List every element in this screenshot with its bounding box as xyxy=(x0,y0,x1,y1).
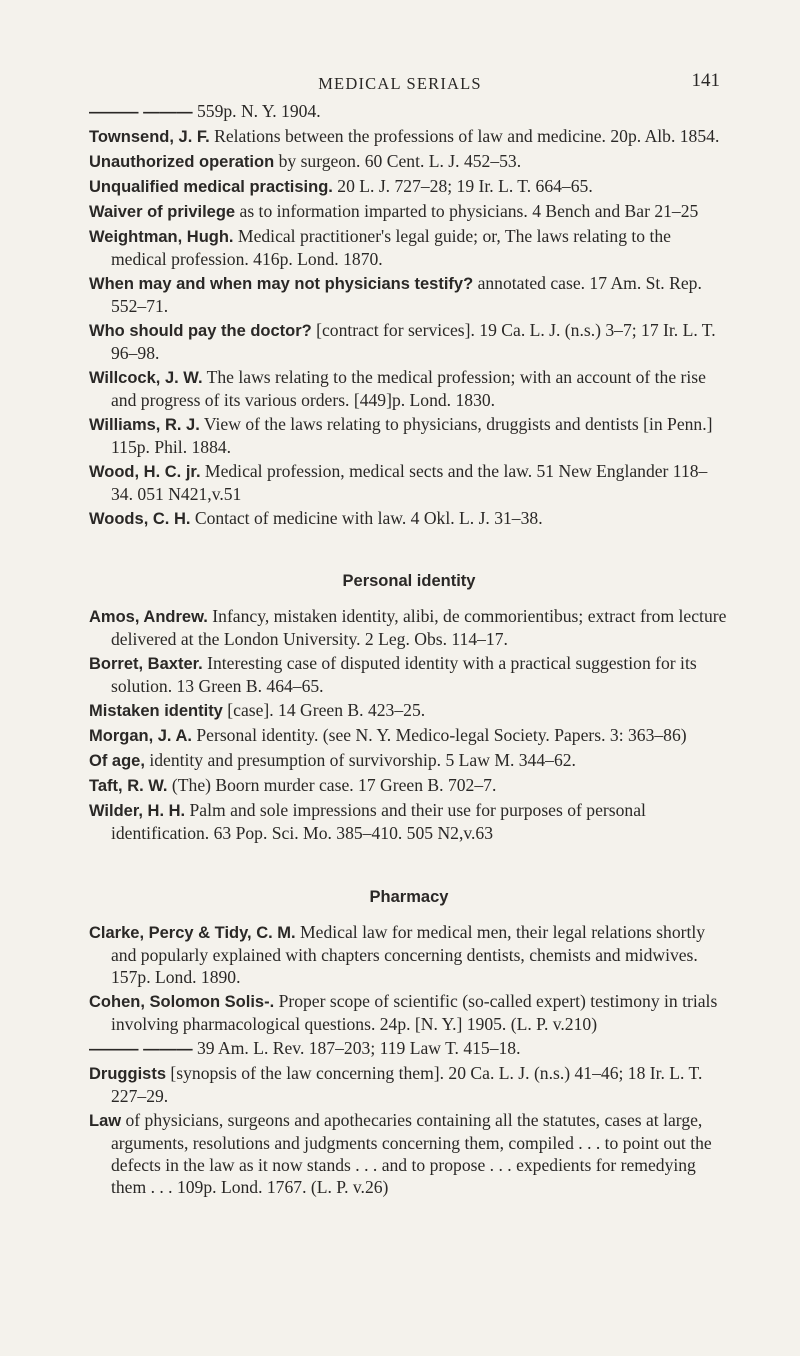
section-heading-pharmacy: Pharmacy xyxy=(369,888,449,906)
entry-author: Borret, Baxter. xyxy=(89,655,203,673)
section-heading-personal-identity: Personal identity xyxy=(342,572,476,590)
library-class-number: 051 xyxy=(137,484,164,504)
entry-author: Cohen, Solomon Solis-. xyxy=(89,993,275,1011)
list-item xyxy=(89,1037,729,1060)
entry-author: Law xyxy=(89,1112,122,1130)
running-title: MEDICAL SERIALS xyxy=(318,74,482,93)
entry-text: [contract for services]. 19 Ca. L. J. (n.s.) 3–7; 17 Ir. L. T. 96–98. xyxy=(111,320,716,363)
entry-author: ——— ——— xyxy=(89,103,193,121)
list-item xyxy=(89,1062,729,1107)
list-item xyxy=(89,990,729,1035)
list-item xyxy=(89,175,729,198)
entry-text: Palm and sole impressions and their use for purposes of personal identification. 63 Pop. Sci. Mo. 385–410. xyxy=(111,800,646,843)
entry-author: Clarke, Percy & Tidy, C. M. xyxy=(89,924,296,942)
entry-text: (The) Boorn murder case. 17 Green B. 702–7. xyxy=(167,775,497,795)
entry-author: Morgan, J. A. xyxy=(89,727,192,745)
list-item xyxy=(89,100,729,123)
list-item xyxy=(89,319,729,364)
list-item xyxy=(89,272,729,317)
entry-author: Druggists xyxy=(89,1065,167,1083)
page-body xyxy=(89,100,729,1200)
entry-list-personal-identity xyxy=(89,605,729,844)
list-item xyxy=(89,652,729,697)
entry-author: ——— ——— xyxy=(89,1040,193,1058)
entry-list-pharmacy xyxy=(89,921,729,1198)
list-item xyxy=(89,150,729,173)
entry-text: of physicians, surgeons and apothecaries containing all the statutes, cases at large, arguments, resolutions and judgments concerning them, compiled . . . to point out the defects in the law as it now stands . . . and to propose . . . expedients for remedying them . . . 109p. Lond. 1767. (L. P. v.26) xyxy=(111,1110,712,1197)
entry-author: Amos, Andrew. xyxy=(89,608,208,626)
list-item xyxy=(89,605,729,650)
entry-author: Unauthorized operation xyxy=(89,153,275,171)
entry-author: Unqualified medical practising. xyxy=(89,178,333,196)
entry-author: Waiver of privilege xyxy=(89,203,236,221)
library-call-number: N2,v.63 xyxy=(437,823,494,843)
entry-text: [synopsis of the law concerning them]. 20 Ca. L. J. (n.s.) 41–46; 18 Ir. L. T. 227–29. xyxy=(111,1063,703,1106)
list-item xyxy=(89,699,729,722)
list-item xyxy=(89,366,729,411)
entry-author: When may and when may not physicians testify? xyxy=(89,275,474,293)
entry-text: by surgeon. 60 Cent. L. J. 452–53. xyxy=(274,151,522,171)
entry-list-top xyxy=(89,100,729,530)
entry-author: Who should pay the doctor? xyxy=(89,322,312,340)
entry-author: Wood, H. C. jr. xyxy=(89,463,201,481)
list-item xyxy=(89,749,729,772)
entry-text: Medical practitioner's legal guide; or, The laws relating to the medical profession. 416p. Lond. 1870. xyxy=(111,226,671,269)
entry-text: Contact of medicine with law. 4 Okl. L. J. 31–38. xyxy=(190,508,543,528)
list-item xyxy=(89,507,729,530)
entry-text: Medical law for medical men, their legal relations shortly and popularly explained with chapters concerning dentists, chemists and midwives. 157p. Lond. 1890. xyxy=(111,922,706,987)
entry-text: as to information imparted to physicians. 4 Bench and Bar 21–25 xyxy=(235,201,699,221)
list-item xyxy=(89,460,729,505)
entry-text: The laws relating to the medical profession; with an account of the rise and progress of its various orders. [449]p. Lond. 1830. xyxy=(111,367,706,410)
entry-text: Medical profession, medical sects and the law. 51 New Englander 118–34. xyxy=(111,461,708,504)
library-class-number: 505 xyxy=(406,823,434,843)
entry-author: Willcock, J. W. xyxy=(89,369,203,387)
entry-author: Weightman, Hugh. xyxy=(89,228,234,246)
page-number: 141 xyxy=(691,70,720,91)
entry-text: Relations between the professions of law and medicine. 20p. Alb. 1854. xyxy=(209,126,720,146)
entry-text: Infancy, mistaken identity, alibi, de commorientibus; extract from lecture delivered at the London University. 2 Leg. Obs. 114–17. xyxy=(111,606,727,649)
list-item xyxy=(89,125,729,148)
list-item xyxy=(89,200,729,223)
list-item xyxy=(89,724,729,747)
list-item xyxy=(89,921,729,988)
list-item xyxy=(89,799,729,844)
entry-text: 39 Am. L. Rev. 187–203; 119 Law T. 415–18. xyxy=(192,1038,521,1058)
entry-text: Proper scope of scientific (so-called expert) testimony in trials involving pharmacological questions. 24p. [N. Y.] 1905. (L. P. v.210) xyxy=(111,991,718,1034)
entry-author: Williams, R. J. xyxy=(89,416,200,434)
entry-text: View of the laws relating to physicians, druggists and dentists [in Penn.] 115p. Phil. 1884. xyxy=(111,414,713,457)
entry-author: Taft, R. W. xyxy=(89,777,168,795)
list-item xyxy=(89,774,729,797)
entry-text: 559p. N. Y. 1904. xyxy=(192,101,321,121)
list-item xyxy=(89,225,729,270)
entry-text: identity and presumption of survivorship. 5 Law M. 344–62. xyxy=(144,750,576,770)
library-call-number: N421,v.51 xyxy=(168,484,242,504)
entry-text: 20 L. J. 727–28; 19 Ir. L. T. 664–65. xyxy=(332,176,593,196)
entry-text: [case]. 14 Green B. 423–25. xyxy=(222,700,426,720)
entry-text: Personal identity. (see N. Y. Medico-legal Society. Papers. 3: 363–86) xyxy=(191,725,687,745)
entry-author: Wilder, H. H. xyxy=(89,802,186,820)
entry-text: Interesting case of disputed identity with a practical suggestion for its solution. 13 Green B. 464–65. xyxy=(111,653,697,696)
list-item xyxy=(89,413,729,458)
list-item xyxy=(89,1109,729,1198)
entry-text: annotated case. 17 Am. St. Rep. 552–71. xyxy=(111,273,702,316)
entry-author: Woods, C. H. xyxy=(89,510,191,528)
entry-author: Townsend, J. F. xyxy=(89,128,210,146)
entry-author: Mistaken identity xyxy=(89,702,223,720)
entry-author: Of age, xyxy=(89,752,145,770)
